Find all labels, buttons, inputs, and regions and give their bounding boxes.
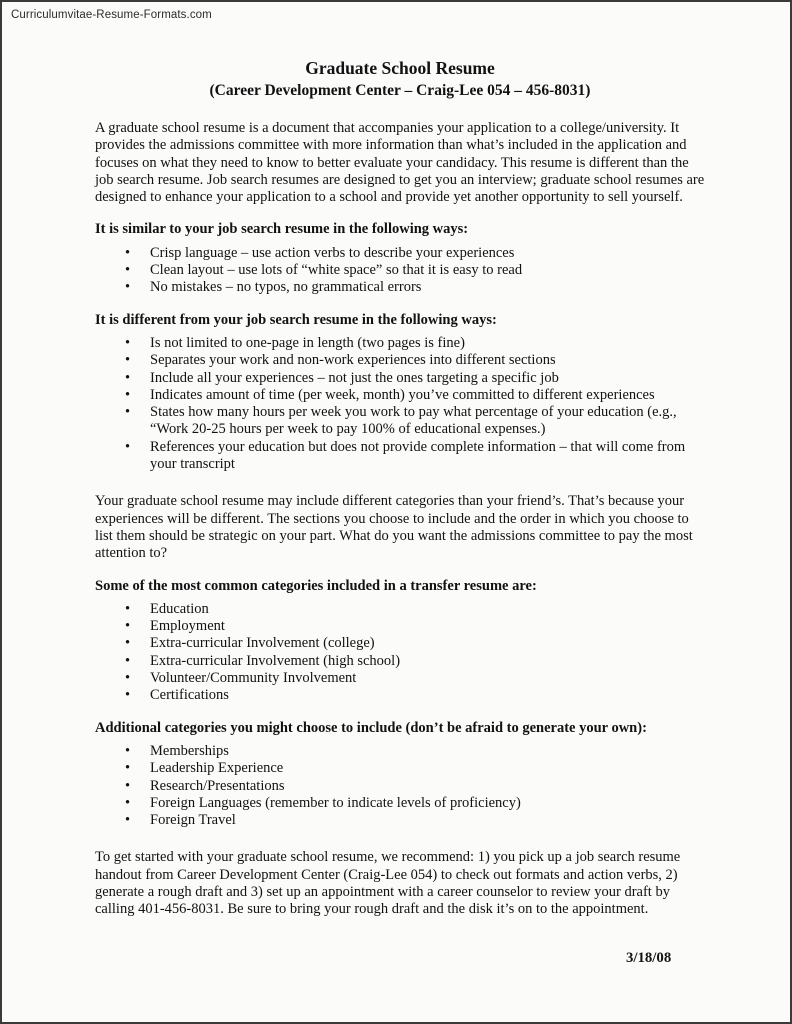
list-item: • Employment (95, 618, 705, 635)
intro-paragraph: A graduate school resume is a document that accompanies your application to a college/university. It provides the admissions committee with more information than what’s included in the application and focuses on what they need to know to better evaluate your candidacy. This resume is different than the job search resume. Job search resumes are designed to get you an interview; graduate school resumes are designed to enhance your application to a school and provide yet another opportunity to sell yourself. (95, 120, 705, 206)
section-heading-additional-categories: Additional categories you might choose to include (don’t be afraid to generate your own): (95, 719, 647, 736)
page-subtitle: (Career Development Center – Craig-Lee 054 – 456-8031) (209, 82, 591, 99)
list-item: • Research/Presentations (95, 778, 705, 795)
list-item: • Extra-curricular Involvement (college) (95, 635, 705, 652)
list-item: • Foreign Travel (95, 812, 705, 829)
bullet-list-common-categories (95, 601, 705, 705)
list-item: • Leadership Experience (95, 760, 705, 777)
list-item: • Separates your work and non-work experiences into different sections (95, 352, 705, 369)
list-item: • Crisp language – use action verbs to describe your experiences (95, 245, 705, 262)
list-item: • Extra-curricular Involvement (high school) (95, 653, 705, 670)
bullet-list-different (95, 335, 705, 473)
closing-paragraph: To get started with your graduate school resume, we recommend: 1) you pick up a job search resume handout from Career Development Center (Craig-Lee 054) to check out formats and action verbs, 2) generate a rough draft and 3) set up an appointment with a career counselor to review your draft by calling 401-456-8031. Be sure to bring your rough draft and the disk it’s on to the appointment. (95, 849, 681, 918)
list-item: • Include all your experiences – not just the ones targeting a specific job (95, 370, 705, 387)
list-item: • References your education but does not provide complete information – that will come from your transcript (95, 439, 705, 474)
list-item: • Is not limited to one-page in length (two pages is fine) (95, 335, 705, 352)
footer-date: 3/18/08 (626, 950, 672, 966)
page-title: Graduate School Resume (305, 58, 495, 78)
section-heading-common-categories: Some of the most common categories included in a transfer resume are: (95, 577, 537, 594)
bullet-list-additional-categories (95, 743, 705, 829)
list-item: • Clean layout – use lots of “white space” so that it is easy to read (95, 262, 705, 279)
document-content (95, 58, 705, 919)
list-item: • Volunteer/Community Involvement (95, 670, 705, 687)
list-item: • Foreign Languages (remember to indicate levels of proficiency) (95, 795, 705, 812)
list-item: • Certifications (95, 687, 705, 704)
section-heading-different: It is different from your job search resume in the following ways: (95, 311, 497, 328)
list-item: • Education (95, 601, 705, 618)
list-item: • No mistakes – no typos, no grammatical errors (95, 279, 705, 296)
list-item: • Memberships (95, 743, 705, 760)
bullet-list-similar (95, 245, 705, 297)
section-heading-similar: It is similar to your job search resume in the following ways: (95, 221, 469, 238)
list-item: • States how many hours per week you work to pay what percentage of your education (e.g., “Work 20-25 hours per week to pay 100% of educational expenses.) (95, 404, 705, 439)
list-item: • Indicates amount of time (per week, month) you’ve committed to different experiences (95, 387, 705, 404)
middle-paragraph: Your graduate school resume may include different categories than your friend’s. That’s because your experiences will be different. The sections you choose to include and the order in which you choose to list them should be strategic on your part. What do you want the admissions committee to pay the most attention to? (95, 493, 693, 562)
watermark: Curriculumvitae-Resume-Formats.com (11, 9, 212, 21)
